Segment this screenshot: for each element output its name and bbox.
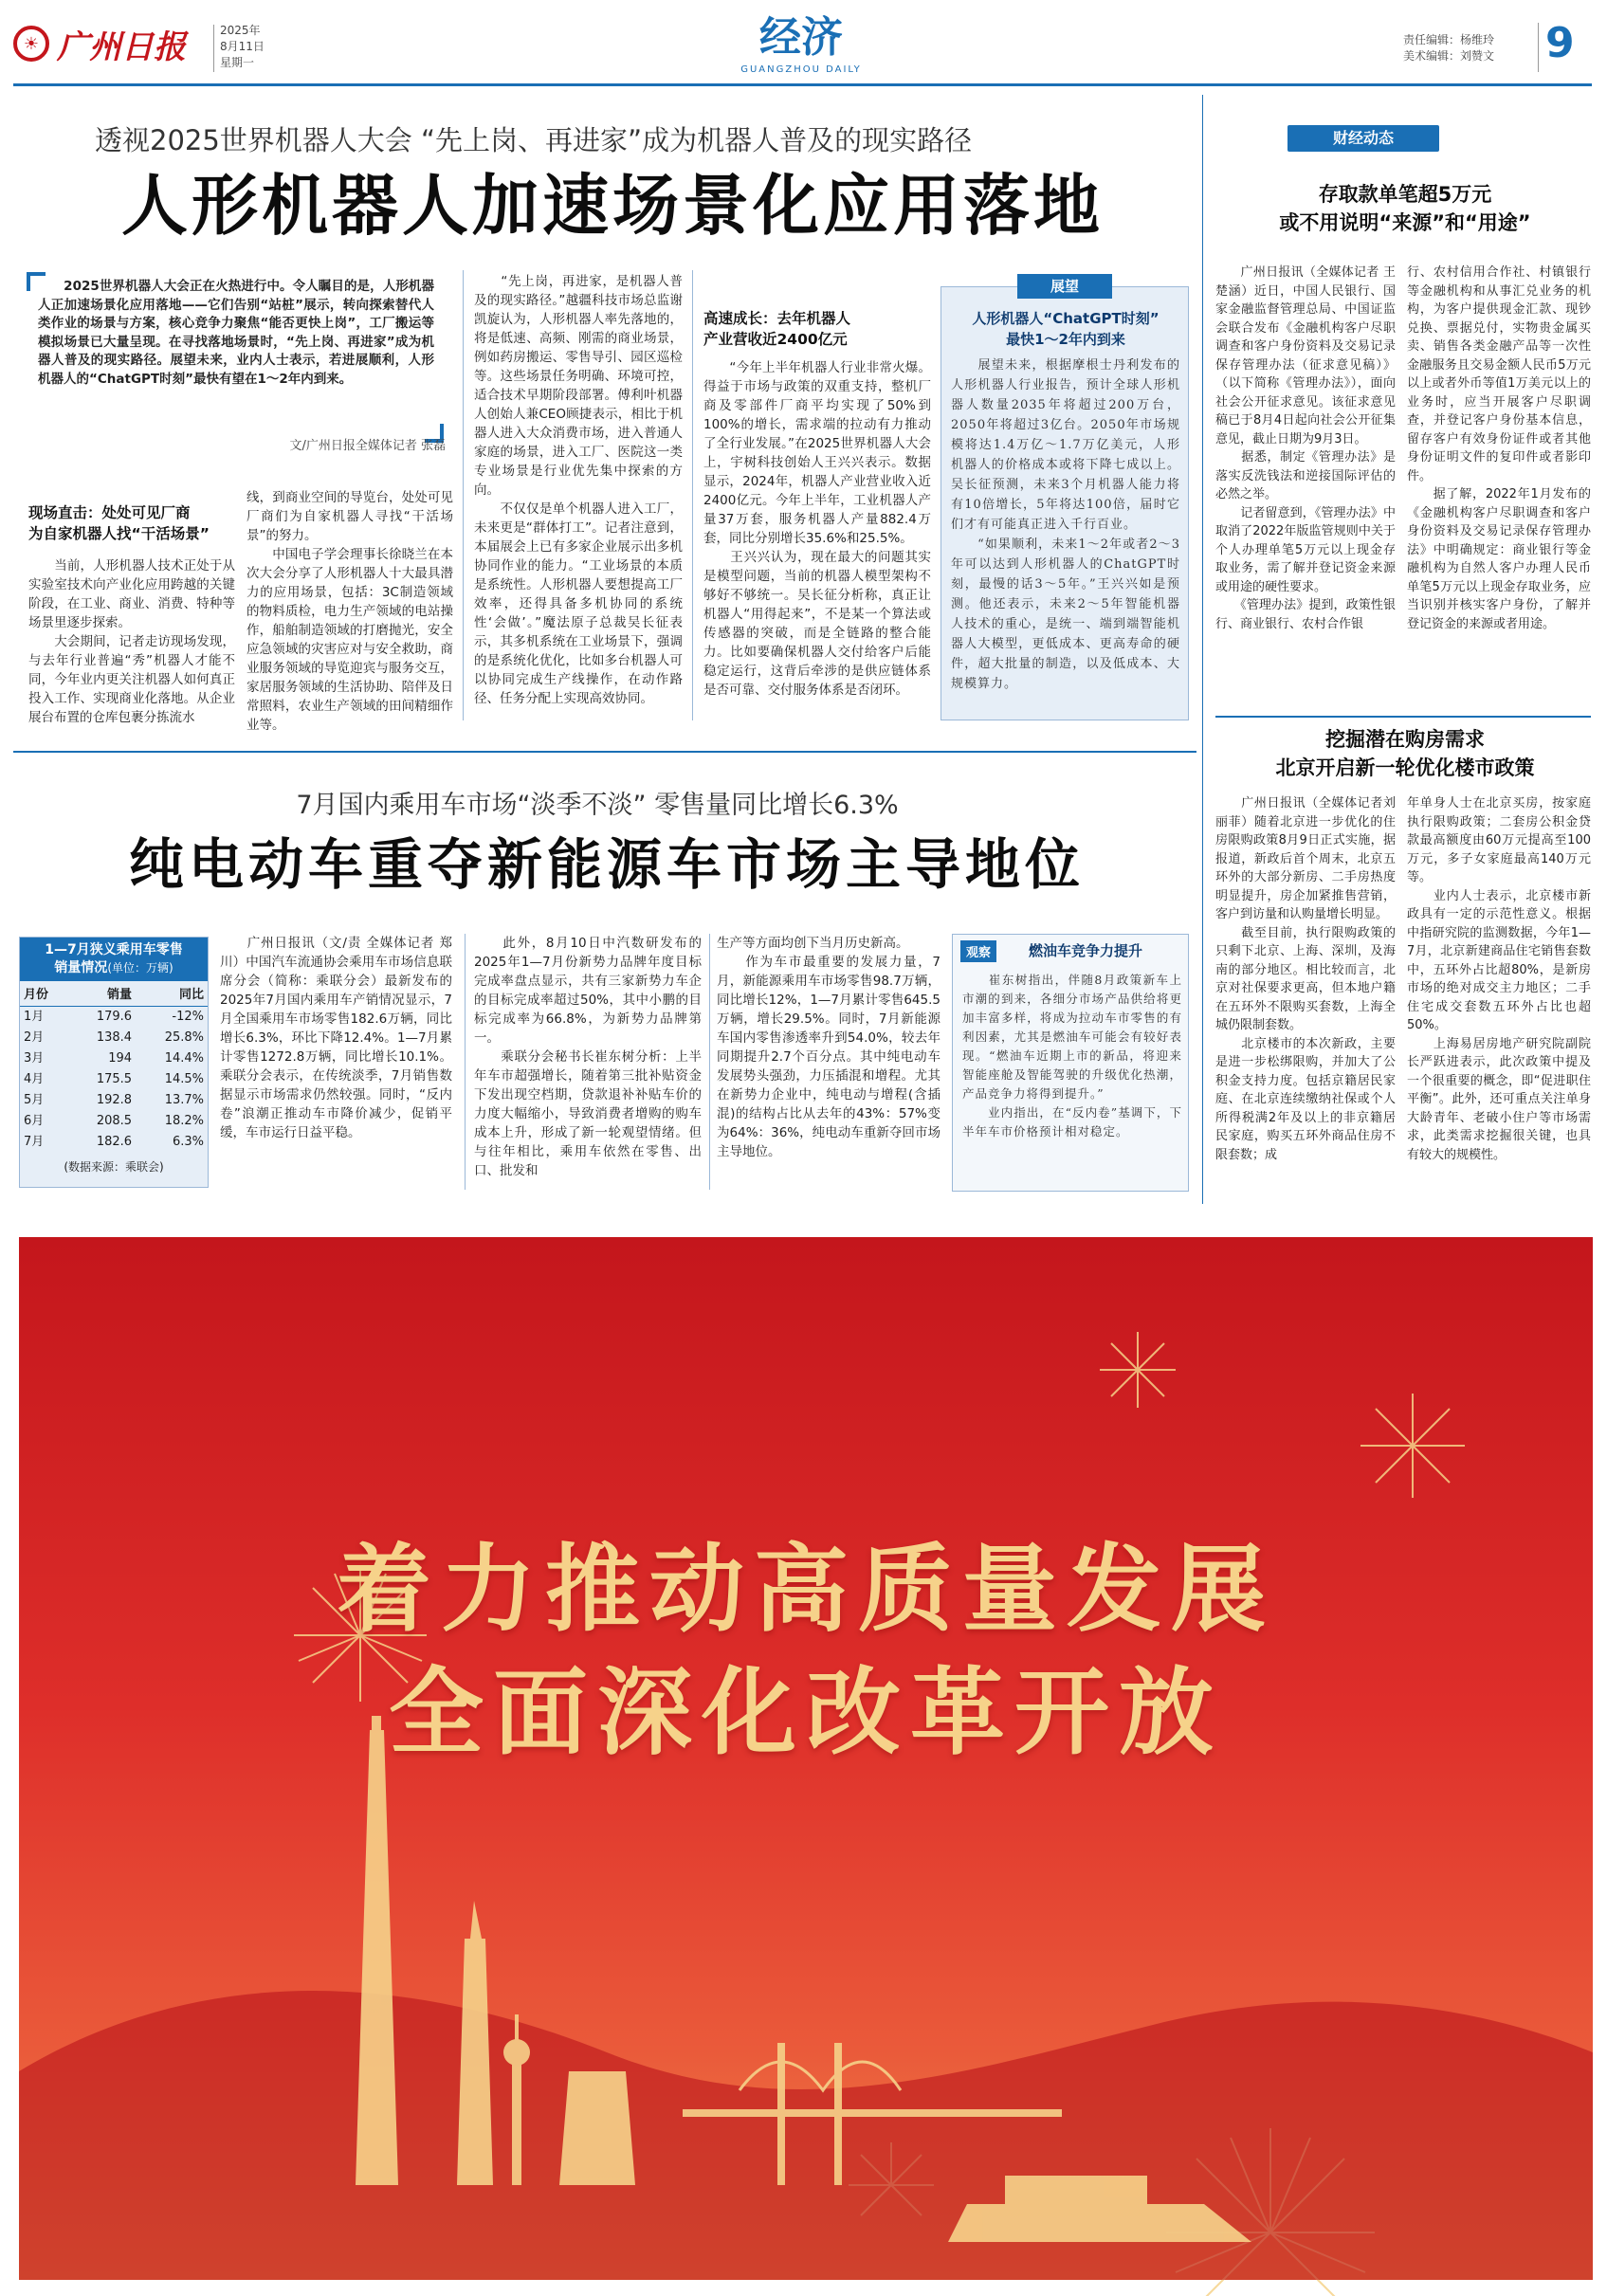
table-cell: -12% bbox=[172, 1010, 204, 1024]
auto-table-unit: (单位：万辆) bbox=[107, 961, 173, 975]
table-row bbox=[20, 1132, 208, 1153]
issue-date bbox=[220, 23, 305, 71]
issue-weekday: 星期一 bbox=[220, 56, 255, 69]
table-row bbox=[20, 1007, 208, 1029]
logo-text: 广州日报 bbox=[57, 27, 186, 66]
table-header-row bbox=[20, 987, 208, 1007]
banner-slogan-line-1: 着力推动高质量发展 bbox=[337, 1534, 1275, 1645]
table-cell: 182.6 bbox=[96, 1135, 133, 1149]
table-cell: 2月 bbox=[24, 1030, 45, 1045]
robot-col-4: “今年上半年机器人行业非常火爆。得益于市场与政策的双重支持，整机厂商及零部件厂商平均实现了50%到100%的增长，需求端的拉动有力推动了全行业发展。”在2025世界机器人大会上，宇树科技创始人王兴兴表示。数据显示，2024年，机器人产业营业收入近2400亿元。今年上半年，工业机器人产量37万套，服务机器人产量882.4万套，同比分别增长35.6%和25.5%。 王兴兴认为，现在最大的问题其实是模型问题，当前的机器人模型架构不够好不够统一。吴长征分析称，真正让机器人“用得起来”，不是某一个算法或传感器的突破，而是全链路的整合能力。比如要确保机器人交付给客户后能稳定运行，这背后牵涉的是供应链体系是否可靠、交付服务体系是否闭环。 bbox=[703, 360, 931, 698]
auto-table-title bbox=[20, 938, 208, 981]
robot-lead: 2025世界机器人大会正在火热进行中。令人瞩目的是，人形机器人正加速场景化应用落地——它们告别“站桩”展示，转向探索替代人类作业的场景与方案，核心竞争力聚焦“能否更快上岗”，工厂搬运等模拟场景已大量呈现。在寻找落地场景时，“先上岗、再进家”成为机器人普及的现实路径。展望未来，业内人士表示，若进展顺利，人形机器人的“ChatGPT时刻”最快有望在1～2年内到来。 bbox=[38, 279, 434, 387]
robot-subhead-2: 高速成长：去年机器人 产业营收近2400亿元 bbox=[703, 310, 851, 348]
auto-sidebar-tag: 观察 bbox=[960, 940, 996, 962]
robot-col-2: 线，到商业空间的导览台，处处可见厂商们为自家机器人寻找“干活场景”的努力。 中国电子学会理事长徐晓兰在本次大会分享了人形机器人十大最具潜力的应用场景，包括：3C制造领域的物料质检，电力生产领域的电站操作，船舶制造领域的打磨抛光，安全应急领域的灾害应对与安全救助，商业服务领域的导览迎宾与服务交互，家居服务领域的生活协助、陪伴及日常照料，农业生产领域的田间精细作业等。 bbox=[247, 490, 453, 733]
table-cell: 208.5 bbox=[96, 1114, 133, 1128]
banner-slogan-line-2: 全面深化改革开放 bbox=[389, 1657, 1223, 1768]
table-cell: 192.8 bbox=[96, 1093, 133, 1107]
art-editor: 美术编辑：刘赞文 bbox=[1403, 49, 1495, 63]
right-headline-2: 挖掘潜在购房需求 北京开启新一轮优化楼市政策 bbox=[1275, 728, 1535, 779]
table-header-cell: 销量 bbox=[69, 987, 136, 1007]
right-article-2-col-2: 年单身人士在北京买房，按家庭执行限购政策；二套房公积金贷款最高额度由60万元提高至100万元，多子女家庭最高140万元等。 业内人士表示，北京楼市新政具有一定的示范性意义。根据中指研究院的监测数据，今年1—7月，北京新建商品住宅销售套数中，五环外占比超80%，是新房市场的绝对成交主力地区；二手住宅成交套数五环外占比也超50%。 上海易居房地产研究院副院长严跃进表示，此次政策中提及一个很重要的概念，即“促进职住平衡”。此外，还可重点关注单身大龄青年、老破小住户等市场需求，此类需求挖掘很关键，也具有较大的规模性。 bbox=[1407, 796, 1591, 1162]
auto-sales-table bbox=[20, 987, 208, 1153]
issue-day: 8月11日 bbox=[220, 40, 265, 53]
robot-col-1: 当前，人形机器人技术正处于从实验室技术向产业化应用跨越的关键阶段，在工业、商业、消费、特种等场景里逐步探索。 大会期间，记者走访现场发现，与去年行业普遍“秀”机器人才能不同，今年业内更关注机器人如何真正投入工作、实现商业化落地。从企业展台布置的仓库包裹分拣流水 bbox=[28, 558, 235, 725]
editor: 责任编辑：杨维玲 bbox=[1403, 33, 1495, 46]
table-cell: 14.4% bbox=[164, 1051, 204, 1066]
auto-kicker: 7月国内乘用车市场“淡季不淡” 零售量同比增长6.3% bbox=[296, 791, 899, 820]
table-cell: 194 bbox=[108, 1051, 133, 1066]
table-row bbox=[20, 1048, 208, 1069]
table-cell: 175.5 bbox=[96, 1072, 133, 1086]
auto-sidebar bbox=[952, 934, 1189, 1192]
auto-headline: 纯电动车重夺新能源车市场主导地位 bbox=[128, 832, 1085, 897]
table-row bbox=[20, 1090, 208, 1111]
section-title: 经济 bbox=[759, 13, 843, 62]
issue-year: 2025年 bbox=[220, 24, 261, 37]
table-cell: 7月 bbox=[24, 1135, 45, 1149]
table-cell: 18.2% bbox=[164, 1114, 204, 1128]
robot-sidebar-title: 人形机器人“ChatGPT时刻” 最快1～2年内到来 bbox=[972, 310, 1160, 348]
auto-table-title-line1: 1—7月狭义乘用车零售 bbox=[45, 942, 183, 957]
robot-byline: 文/广州日报全媒体记者 张磊 bbox=[289, 439, 446, 453]
table-row bbox=[20, 1111, 208, 1132]
table-cell: 25.8% bbox=[164, 1030, 204, 1045]
table-cell: 5月 bbox=[24, 1093, 45, 1107]
table-cell: 179.6 bbox=[96, 1010, 133, 1024]
robot-sidebar-tag: 展望 bbox=[1017, 274, 1112, 299]
robot-kicker: 透视2025世界机器人大会 “先上岗、再进家”成为机器人普及的现实路径 bbox=[95, 124, 973, 156]
table-row bbox=[20, 1028, 208, 1048]
auto-col-1: 广州日报讯（文/责 全媒体记者 郑川）中国汽车流通协会乘用车市场信息联席分会（简称：乘联分会）最新发布的2025年7月国内乘用车产销情况显示，7月全国乘用车市场零售182.6万辆，同比增长6.3%，环比下降12.4%。1—7月累计零售1272.8万辆，同比增长10.1%。乘联分会表示，在传统淡季，7月销售数据显示市场需求仍然较强。同时，“反内卷”浪潮正推动车市降价减少，促销平缓，车市运行日益平稳。 bbox=[220, 936, 452, 1140]
section-subtitle: GUANGZHOU DAILY bbox=[740, 64, 862, 75]
auto-sidebar-body: 崔东树指出，伴随8月政策新车上市潮的到来，各细分市场产品供给将更加丰富多样，将成为拉动车市零售的有利因素，尤其是燃油车可能会有较好表现。“燃油车近期上市的新品，将迎来智能座舱及智能驾驶的升级优化热潮，产品竞争力将得到提升。” 业内指出，在“反内卷”基调下，下半年车市价格预计相对稳定。 bbox=[962, 973, 1182, 1139]
robot-sidebar bbox=[940, 278, 1189, 720]
table-header-cell: 同比 bbox=[136, 987, 208, 1007]
table-cell: 6月 bbox=[24, 1114, 45, 1128]
table-row bbox=[20, 1069, 208, 1090]
right-article-1-col-1: 广州日报讯（全媒体记者 王楚涵）近日，中国人民银行、国家金融监督管理总局、中国证监会联合发布《金融机构客户尽职调查和客户身份资料及交易记录保存管理办法（征求意见稿）》（以下简称《管理办法》），面向社会公开征求意见。该征求意见稿已于8月4日起向社会公开征集意见，截止日期为9月3日。 据悉，制定《管理办法》是落实反洗钱法和逆接国际评估的必然之举。 记者留意到，《管理办法》中取消了2022年版监管规则中关于个人办理单笔5万元以上现金存取业务，需了解并登记资金来源或用途的硬性要求。 《管理办法》提到，政策性银行、商业银行、农村合作银 bbox=[1215, 265, 1396, 631]
table-cell: 13.7% bbox=[164, 1093, 204, 1107]
slogan-banner bbox=[19, 1237, 1593, 2280]
page-number: 9 bbox=[1545, 19, 1575, 67]
robot-subhead-1: 现场直击：处处可见厂商 为自家机器人找“干活场景” bbox=[28, 504, 210, 542]
right-article-1-col-2: 行、农村信用合作社、村镇银行等金融机构和从事汇兑业务的机构，为客户提供现金汇款、现钞兑换、票据兑付，实物贵金属买卖、销售各类金融产品等一次性金融服务且交易金额人民币5万元以上或者外币等值1万美元以上的业务时，应当开展客户尽职调查，并登记客户身份基本信息，留存客户有效身份证件或者其他身份证明文件的复印件或者影印件。 据了解，2022年1月发布的《金融机构客户尽职调查和客户身份资料及交易记录保存管理办法》中明确规定：商业银行等金融机构为自然人客户办理人民币单笔5万元以上现金存取业务，应当识别并核实客户身份，了解并登记资金的来源或者用途。 bbox=[1407, 265, 1591, 631]
logo-mark-icon: ☀ bbox=[13, 26, 49, 62]
right-article-2-col-1: 广州日报讯（全媒体记者刘丽菲）随着北京进一步优化的住房限购政策8月9日正式实施，据报道，新政后首个周末，北京五环外的大部分新房、二手房热度明显提升，房企加紧推售营销，客户到访量和认购量增长明显。 截至目前，执行限购政策的只剩下北京、上海、深圳，及海南的部分地区。相比较而言，北京对社保要求更高，但本地户籍在五环外不限购买套数，上海全城仍限制套数。 北京楼市的本次新政，主要是进一步松绑限购，并加大了公积金支持力度。包括京籍居民家庭、在北京连续缴纳社保或个人所得税满2年及以上的非京籍居民家庭，购买五环外商品住房不限套数；成 bbox=[1215, 796, 1396, 1162]
auto-sidebar-title: 燃油车竞争力提升 bbox=[1029, 942, 1143, 959]
robot-lead-box bbox=[27, 272, 444, 443]
auto-sales-table-box bbox=[19, 937, 209, 1188]
table-cell: 6.3% bbox=[172, 1135, 204, 1149]
masthead-logo bbox=[13, 19, 208, 68]
table-cell: 1月 bbox=[24, 1010, 45, 1024]
robot-col-3: “先上岗，再进家，是机器人普及的现实路径。”越疆科技市场总监谢凯旋认为，人形机器人率先落地的，将是低速、高频、刚需的商业场景，例如药房搬运、零售导引、园区巡检等。这些场景任务明确、环境可控，适合技术早期阶段部署。傅利叶机器人创始人兼CEO顾捷表示，相比于机器人进入大众消费市场，进入普通人家庭的场景，进入工厂、医院这一类专业场景是行业优先集中探索的方向。 不仅仅是单个机器人进入工厂，未来更是“群体打工”。记者注意到，本届展会上已有多家企业展示出多机协同作业的能力。“工业场景的本质是系统性。人形机器人要想提高工厂效率，还得具备多机协同的系统性‘会做’。”魔法原子总裁吴长征表示，其多机系统在工业场景下，强调的是系统化优化，比如多台机器人可以协同完成生产线操作，在动作路径、任务分配上实现高效协同。 bbox=[474, 274, 683, 706]
right-headline-1: 存取款单笔超5万元 或不用说明“来源”和“用途” bbox=[1279, 183, 1531, 234]
robot-sidebar-body: 展望未来，根据摩根士丹利发布的人形机器人行业报告，预计全球人形机器人数量2035年将超过200万台，2050年将超过3亿台。2050年市场规模将达1.4万亿～1.7万亿美元，人形机器人的价格成本或将下降七成以上。吴长征预测，未来3个月机器人能力将有10倍增长，5年将达100倍，届时它们才有可能真正进入千行百业。 “如果顺利，未来1～2年或者2～3年可以达到人形机器人的ChatGPT时刻，最慢的话3～5年。”王兴兴如是预测。他还表示，未来2～5年智能机器人技术的重心，是统一、端到端智能机器人大模型，更低成本、更高寿命的硬件，超大批量的制造，以及低成本、大规模算力。 bbox=[951, 358, 1180, 691]
robot-headline: 人形机器人加速场景化应用落地 bbox=[121, 166, 1104, 245]
editor-credits bbox=[1403, 32, 1536, 64]
auto-col-2: 此外，8月10日中汽数研发布的2025年1—7月份新势力品牌年度目标完成率盘点显示，共有三家新势力车企的目标完成率超过50%，其中小鹏的目标完成率为66.8%，为新势力品牌第一。 乘联分会秘书长崔东树分析：上半年车市超强增长，随着第三批补贴资金下发出现空档期，贷款退补补贴车价的力度大幅缩小，导致消费者增购的购车成本上升，形成了新一轮观望情绪。但与往年相比，乘用车依然在零售、出口、批发和 bbox=[474, 936, 702, 1178]
table-cell: 138.4 bbox=[96, 1030, 133, 1045]
table-cell: 3月 bbox=[24, 1051, 45, 1066]
finance-news-tag: 财经动态 bbox=[1287, 125, 1439, 152]
table-header-cell: 月份 bbox=[20, 987, 69, 1007]
auto-table-source: (数据来源：乘联会) bbox=[64, 1160, 164, 1174]
auto-col-3: 生产等方面均创下当月历史新高。 作为车市最重要的发展力量，7月，新能源乘用车市场零售98.7万辆，同比增长12%，1—7月累计零售645.5万辆，增长29.5%。同时，7月新能源车国内零售渗透率升到54.0%，较去年同期提升2.7个百分点。其中纯电动车发展势头强劲，力压插混和增程。尤其在新势力企业中，纯电动与增程(含插混)的结构占比从去年的43%：57%变为64%：36%，纯电动车重新夺回市场主导地位。 bbox=[717, 936, 940, 1159]
auto-table-title-line2: 销量情况 bbox=[54, 960, 108, 975]
table-cell: 14.5% bbox=[164, 1072, 204, 1086]
table-cell: 4月 bbox=[24, 1072, 45, 1086]
